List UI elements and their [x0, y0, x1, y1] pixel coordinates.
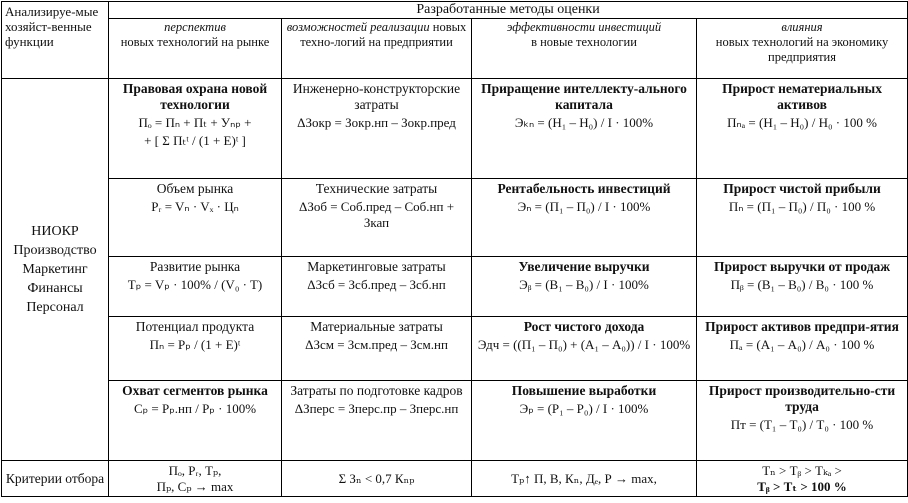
cell-title: Рентабельность инвестиций: [497, 181, 671, 196]
methods-table: [1, 1, 908, 497]
cell-formula: ΔЗперс = Зперс.пр – Зперс.нп: [294, 401, 459, 416]
functions-header-text: Анализируе-мые хозяйст-венные функции: [5, 4, 99, 49]
criteria-label: [2, 461, 109, 497]
cell-r3-c2: [282, 257, 472, 317]
cell-r4-c4: [697, 317, 908, 381]
cell-title: Потенциал продукта: [135, 319, 255, 334]
cell-title: Прирост нематериальных активов: [722, 81, 882, 112]
criteria-text: Тₙ > Тᵦ > Тₖₐ >: [762, 462, 842, 478]
cell-r4-c3: [472, 317, 697, 381]
cell-r4-c2: [282, 317, 472, 381]
cell-title: Объем рынка: [156, 181, 234, 196]
cell-title: Инженерно-конструкторские затраты: [292, 81, 461, 112]
cell-title: Прирост активов предпри-ятия: [705, 319, 899, 334]
function-item: Производство: [13, 243, 97, 258]
cell-formula: Пₐ = (А₁ – А₀) / А₀ · 100 %: [729, 337, 875, 352]
cell-title: Повышение выработки: [511, 383, 657, 398]
column-header-italic: возможностей реализации: [286, 20, 430, 34]
cell-r2-c4: [697, 179, 908, 257]
criteria-label-text: Критерии отбора: [5, 471, 105, 486]
column-header-italic: перспектив: [164, 20, 226, 34]
cell-formula: Эₙ = (П₁ – П₀) / I · 100%: [517, 199, 651, 214]
cell-formula: Cₚ = Pₚ.нп / Pₚ · 100%: [133, 401, 257, 416]
criteria-text: Σ Зₙ < 0,7 Кₙₚ: [338, 470, 415, 486]
cell-formula: Пт = (Т₁ – Т₀) / Т₀ · 100 %: [730, 417, 874, 432]
column-header-rest: в новые технологии: [531, 35, 637, 49]
cell-title: Рост чистого дохода: [523, 319, 645, 334]
cell-r1-c3: [472, 79, 697, 179]
cell-formula: ΔЗсб = Зсб.пред – Зсб.нп: [307, 277, 446, 292]
cell-formula: Пₙ = Pₚ / (1 + E)ᵗ: [149, 337, 241, 352]
criteria-text: Тₚ↑ П, В, Кₙ, Дₑ, Р → max,: [511, 470, 657, 486]
cell-title: Затраты по подготовке кадров: [290, 383, 463, 398]
cell-r5-c4: [697, 381, 908, 461]
methods-header: [109, 2, 908, 19]
function-item: НИОКР: [31, 224, 79, 239]
cell-r5-c3: [472, 381, 697, 461]
cell-r2-c1: [109, 179, 282, 257]
cell-r2-c2: [282, 179, 472, 257]
cell-title: Маркетинговые затраты: [307, 259, 446, 274]
cell-formula: Эₚ = (P₁ – P₀) / I · 100%: [519, 401, 649, 416]
functions-header: [2, 2, 109, 79]
column-header-efficiency: [472, 19, 697, 79]
column-header-possibilities: [282, 19, 472, 79]
criteria-text: Пₒ, Рᵣ, Тₚ,: [168, 462, 222, 478]
cell-r3-c1: [109, 257, 282, 317]
cell-title: Охват сегментов рынка: [122, 383, 268, 398]
cell-r2-c3: [472, 179, 697, 257]
cell-formula: Эдч = ((П₁ – П₀) + (А₁ – А₀)) / I · 100%: [477, 337, 691, 352]
cell-formula: Tₚ = Vₚ · 100% / (V₀ · T): [127, 277, 263, 292]
cell-r5-c1: [109, 381, 282, 461]
cell-r1-c4: [697, 79, 908, 179]
cell-title: Увеличение выручки: [518, 259, 650, 274]
cell-title: Развитие рынка: [149, 259, 241, 274]
cell-formula: ΔЗсм = Зсм.пред – Зсм.нп: [305, 337, 448, 352]
criteria-c1: [109, 461, 282, 497]
cell-r5-c2: [282, 381, 472, 461]
cell-r3-c3: [472, 257, 697, 317]
cell-r1-c2: [282, 79, 472, 179]
cell-title: Правовая охрана новой технологии: [122, 81, 268, 112]
functions-list: [2, 79, 109, 461]
function-item: Финансы: [27, 281, 83, 296]
methods-header-text: Разработанные методы оценки: [416, 2, 600, 17]
column-header-prospects: [109, 19, 282, 79]
criteria-c3: [472, 461, 697, 497]
cell-formula: Эᵦ = (B₁ – B₀) / I · 100%: [519, 277, 649, 292]
cell-r4-c1: [109, 317, 282, 381]
column-header-rest: новых техно-логий на предприятии: [300, 20, 467, 49]
cell-formula: ΔЗоб = Соб.пред – Соб.нп + Зкап: [298, 199, 455, 230]
cell-formula: Пₙ = (П₁ – П₀) / П₀ · 100 %: [728, 199, 876, 214]
criteria-text: Пₚ, Сₚ → max: [156, 478, 234, 494]
cell-formula: Пᵦ = (B₁ – B₀) / B₀ · 100 %: [730, 277, 874, 292]
column-header-rest: новых технологий на рынке: [120, 35, 270, 49]
column-header-italic: эффективности инвестиций: [506, 20, 662, 34]
cell-r1-c1: [109, 79, 282, 179]
cell-formula: + [ Σ Пₜᵗ / (1 + E)ᵗ ]: [144, 133, 246, 148]
criteria-text: Тᵦ > Тₜ > 100 %: [757, 478, 847, 494]
cell-formula: Пₒ = Пₙ + Пₜ + Уₙₚ +: [138, 115, 252, 130]
cell-formula: Эₖₙ = (Н₁ – Н₀) / I · 100%: [514, 115, 654, 130]
cell-title: Технические затраты: [315, 181, 438, 196]
cell-title: Прирост производительно-сти труда: [708, 383, 896, 414]
column-header-influence: [697, 19, 908, 79]
criteria-c4: [697, 461, 908, 497]
cell-title: Приращение интеллекту-ального капитала: [481, 81, 687, 112]
cell-title: Прирост чистой прибыли: [723, 181, 881, 196]
cell-formula: Pᵣ = Vₙ · Vₓ · Цₙ: [151, 199, 239, 214]
column-header-rest: новых технологий на экономику предприятия: [715, 35, 889, 64]
cell-r3-c4: [697, 257, 908, 317]
column-header-italic: влияния: [781, 20, 823, 34]
cell-formula: ΔЗокр = Зокр.нп – Зокр.пред: [297, 115, 456, 130]
criteria-c2: [282, 461, 472, 497]
cell-formula: Пₙₐ = (Н₁ – Н₀) / Н₀ · 100 %: [727, 115, 877, 130]
cell-title: Прирост выручки от продаж: [713, 259, 891, 274]
function-item: Маркетинг: [22, 262, 88, 277]
function-item: Персонал: [26, 300, 84, 315]
cell-title: Материальные затраты: [310, 319, 443, 334]
